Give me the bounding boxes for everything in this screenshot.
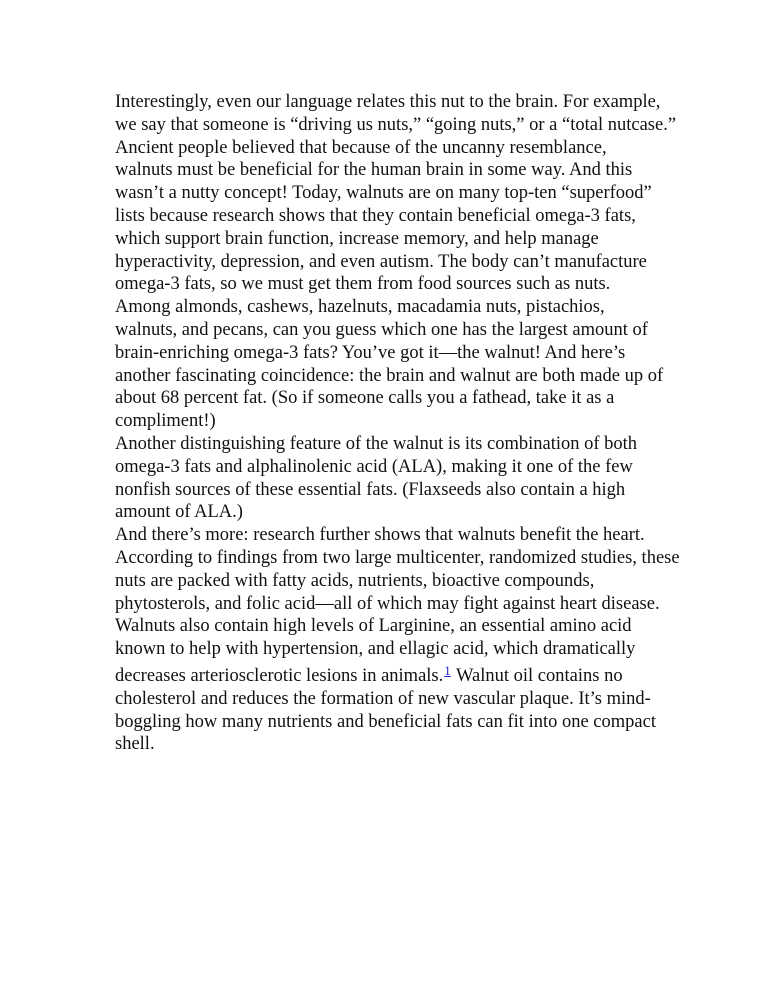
text-line: Walnuts also contain high levels of Larginine, an essential amino acid (115, 616, 632, 637)
text-line: lists because research shows that they contain beneficial omega-3 fats, (115, 205, 636, 226)
text-line: Interestingly, even our language relates this nut to the brain. For example, (115, 92, 661, 112)
paragraph-nut-comparison (96, 296, 680, 433)
text-line: we say that someone is “driving us nuts,” “going nuts,” or a “total nutcase.” (115, 114, 677, 135)
text-line: brain-enriching omega-3 fats? You’ve got it—the walnut! And here’s (115, 342, 626, 363)
text-segment: Walnut oil contains no (451, 665, 623, 686)
text-line: nonfish sources of these essential fats. (Flaxseeds also contain a high (115, 479, 626, 500)
text-line: which support brain function, increase memory, and help manage (115, 228, 599, 249)
text-line: omega-3 fats, so we must get them from food sources such as nuts. (115, 274, 611, 295)
text-line: shell. (115, 734, 155, 755)
text-line: wasn’t a nutty concept! Today, walnuts are on many top-ten “superfood” (115, 183, 652, 204)
text-line: compliment!) (115, 411, 216, 432)
text-line: boggling how many nutrients and beneficial fats can fit into one compact (115, 711, 656, 732)
paragraph-heart (96, 524, 680, 756)
paragraph-ala (96, 433, 680, 524)
text-line: amount of ALA.) (115, 502, 243, 523)
text-line: Ancient people believed that because of the uncanny resemblance, (115, 137, 607, 158)
text-line: And there’s more: research further shows that walnuts benefit the heart. (115, 525, 645, 546)
text-line: omega-3 fats and alphalinolenic acid (ALA), making it one of the few (115, 456, 633, 477)
text-line: phytosterols, and folic acid—all of which may fight against heart disease. (115, 593, 660, 614)
text-line: Another distinguishing feature of the walnut is its combination of both (115, 433, 638, 454)
text-line: nuts are packed with fatty acids, nutrients, bioactive compounds, (115, 570, 595, 591)
text-line: Among almonds, cashews, hazelnuts, macadamia nuts, pistachios, (115, 297, 605, 318)
text-line: cholesterol and reduces the formation of new vascular plaque. It’s mind- (115, 688, 651, 709)
paragraph-ancient-people (96, 137, 680, 297)
footnote-link[interactable]: 1 (444, 662, 451, 678)
text-line: known to help with hypertension, and ellagic acid, which dramatically (115, 639, 636, 660)
text-segment: decreases arteriosclerotic lesions in animals. (115, 665, 444, 686)
text-line: walnuts, and pecans, can you guess which one has the largest amount of (115, 319, 648, 340)
paragraph-language (96, 91, 680, 137)
text-line: walnuts must be beneficial for the human brain in some way. And this (115, 160, 633, 181)
text-line: hyperactivity, depression, and even autism. The body can’t manufacture (115, 251, 647, 272)
text-line: According to findings from two large multicenter, randomized studies, these (115, 547, 680, 568)
footnote-text-line (96, 662, 680, 688)
document-page (96, 91, 680, 756)
text-line: about 68 percent fat. (So if someone calls you a fathead, take it as a (115, 388, 615, 409)
text-line: another fascinating coincidence: the brain and walnut are both made up of (115, 365, 664, 386)
